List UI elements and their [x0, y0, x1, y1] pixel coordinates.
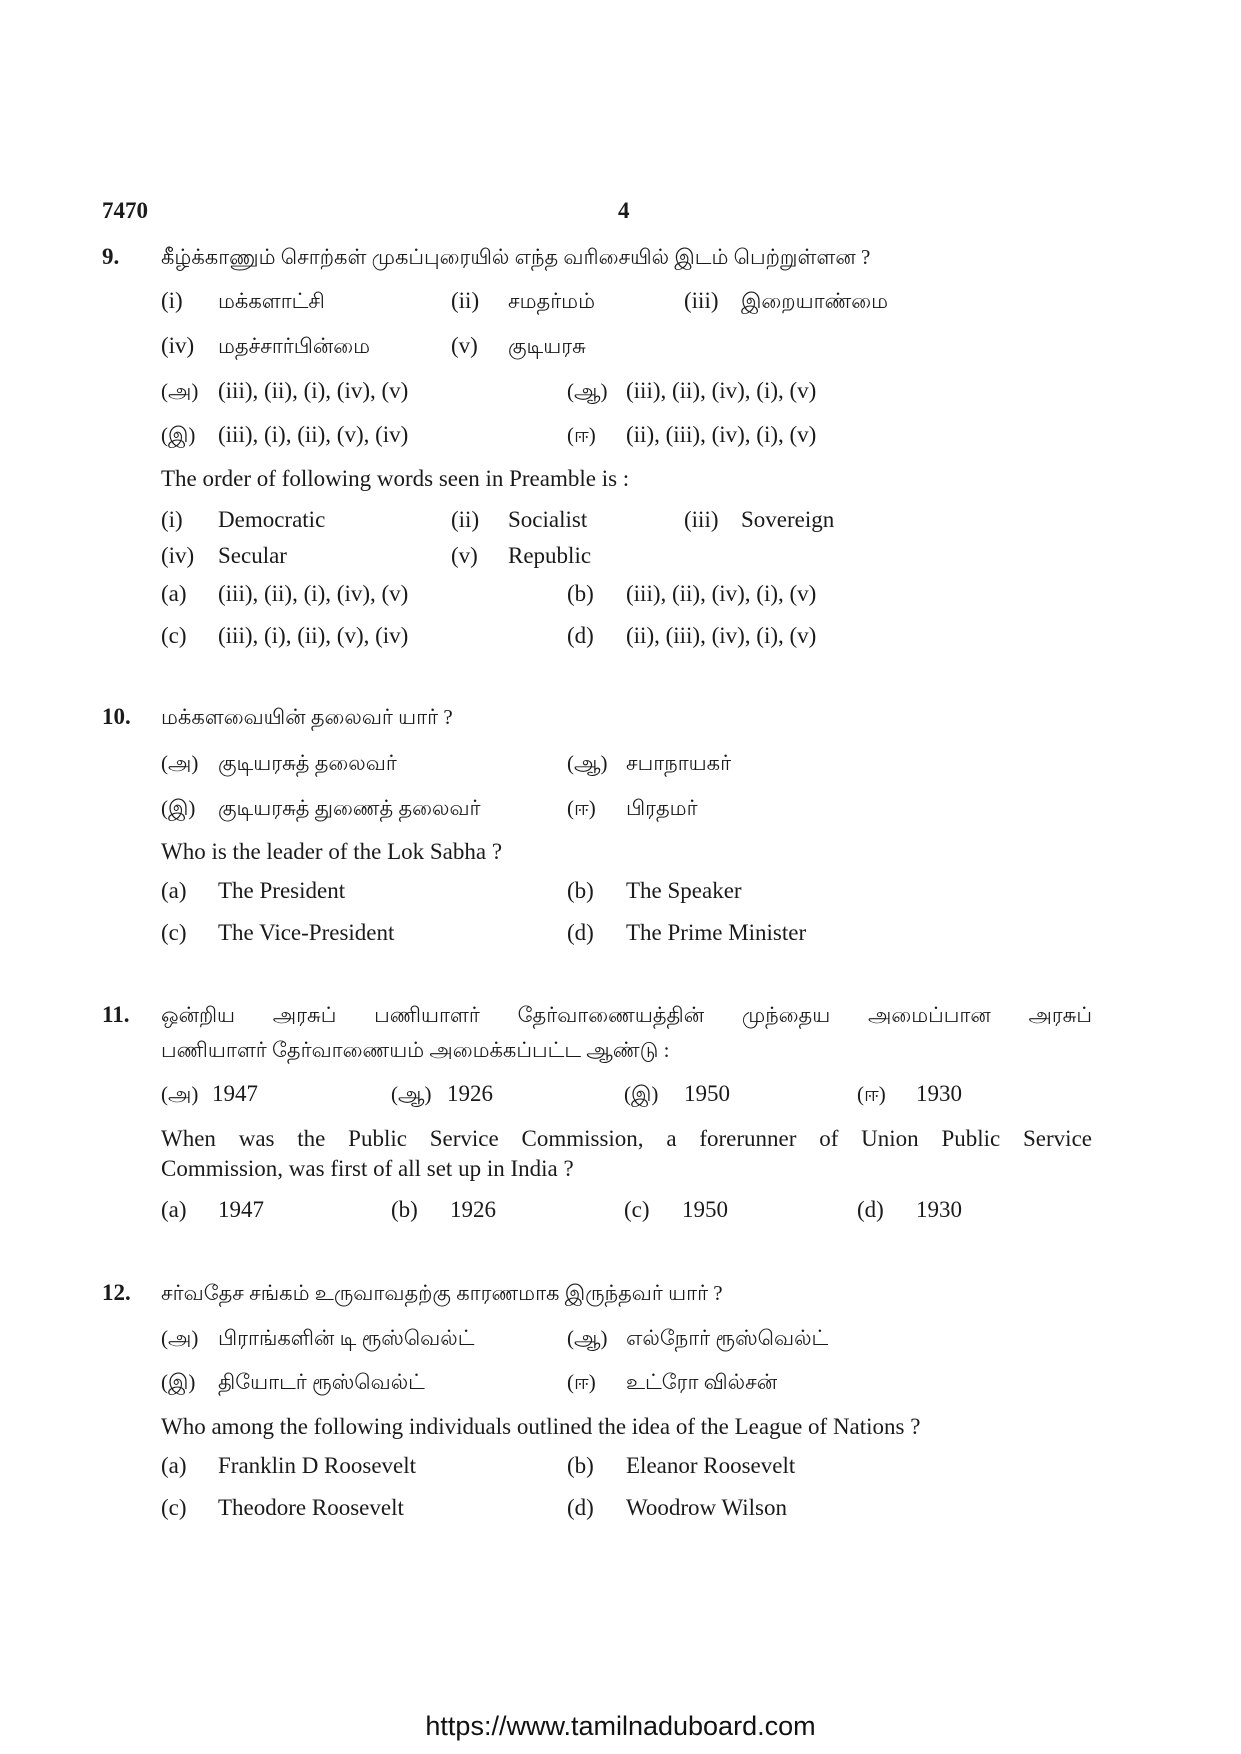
term-text: மக்களாட்சி	[218, 289, 325, 313]
option-text: (iii), (i), (ii), (v), (iv)	[218, 422, 409, 447]
question-number: 11.	[102, 1002, 130, 1027]
english-question: Who is the leader of the Lok Sabha ?	[161, 839, 503, 864]
option-text: Franklin D Roosevelt	[218, 1453, 417, 1478]
option-text: 1930	[916, 1081, 962, 1106]
option-label: (அ)	[161, 751, 199, 775]
term-text: Secular	[218, 543, 287, 568]
option-label: (b)	[567, 1453, 594, 1478]
term-label: (ii)	[451, 507, 480, 532]
option-label: (இ)	[161, 796, 196, 820]
option-text: (iii), (ii), (iv), (i), (v)	[626, 378, 817, 403]
tamil-question: கீழ்க்காணும் சொற்கள் முகப்புரையில் எந்த வரிசையில் இடம் பெற்றுள்ளன ?	[161, 245, 871, 269]
option-text: (ii), (iii), (iv), (i), (v)	[626, 422, 817, 447]
option-label: (d)	[567, 623, 594, 648]
option-label: (ஆ)	[391, 1082, 432, 1106]
option-text: The Speaker	[626, 878, 742, 903]
option-label: (ஈ)	[857, 1082, 886, 1106]
term-text: இறையாண்மை	[741, 289, 889, 313]
term-text: Democratic	[218, 507, 326, 532]
option-text: பிரதமர்	[626, 796, 698, 820]
option-text: தியோடர் ரூஸ்வெல்ட்	[218, 1370, 425, 1394]
english-question-line: Commission, was first of all set up in India ?	[161, 1156, 574, 1181]
option-text: பிராங்களின் டி ரூஸ்வெல்ட்	[218, 1326, 475, 1350]
option-label: (அ)	[161, 1082, 199, 1106]
option-label: (இ)	[161, 423, 196, 447]
option-label: (b)	[567, 581, 594, 606]
term-text: Sovereign	[741, 507, 835, 532]
option-text: 1930	[916, 1197, 962, 1222]
option-text: (iii), (i), (ii), (v), (iv)	[218, 623, 409, 648]
question-number: 9.	[102, 244, 120, 269]
option-text: 1947	[212, 1081, 258, 1106]
option-text: Eleanor Roosevelt	[626, 1453, 796, 1478]
english-question: Who among the following individuals outlined the idea of the League of Nations ?	[161, 1414, 921, 1439]
option-text: குடியரசுத் துணைத் தலைவர்	[218, 796, 481, 820]
term-text: குடியரசு	[508, 334, 586, 358]
option-label: (ஈ)	[567, 1370, 596, 1394]
option-text: Theodore Roosevelt	[218, 1495, 404, 1520]
option-text: The President	[218, 878, 346, 903]
option-label: (c)	[161, 920, 187, 945]
term-label: (i)	[161, 507, 183, 532]
option-label: (b)	[567, 878, 594, 903]
option-label: (ஆ)	[567, 1326, 608, 1350]
option-label: (d)	[567, 1495, 594, 1520]
term-label: (iv)	[161, 543, 195, 568]
option-text: 1947	[218, 1197, 264, 1222]
term-text: Republic	[508, 543, 592, 568]
question-number: 10.	[102, 704, 131, 729]
term-label: (iv)	[161, 333, 195, 358]
option-text: (iii), (ii), (iv), (i), (v)	[626, 581, 817, 606]
english-question-line: When was the Public Service Commission, a forerunner of Union Public Service	[161, 1126, 1092, 1151]
option-text: சபாநாயகர்	[626, 751, 732, 775]
option-text: Woodrow Wilson	[626, 1495, 787, 1520]
option-label: (அ)	[161, 379, 199, 403]
option-label: (c)	[161, 1495, 187, 1520]
option-label: (இ)	[161, 1370, 196, 1394]
option-label: (a)	[161, 1453, 187, 1478]
option-label: (a)	[161, 581, 187, 606]
option-text: 1926	[450, 1197, 496, 1222]
option-text: The Vice-President	[218, 920, 395, 945]
option-label: (இ)	[624, 1082, 659, 1106]
page-number: 4	[618, 198, 630, 223]
option-label: (ஆ)	[567, 751, 608, 775]
option-label: (d)	[567, 920, 594, 945]
tamil-question-line: பணியாளர் தேர்வாணையம் அமைக்கப்பட்ட ஆண்டு :	[161, 1038, 670, 1062]
term-label: (v)	[451, 543, 478, 568]
option-label: (b)	[391, 1197, 418, 1222]
term-label: (iii)	[684, 507, 719, 532]
option-text: (iii), (ii), (i), (iv), (v)	[218, 581, 409, 606]
term-label: (v)	[451, 333, 478, 358]
option-label: (a)	[161, 1197, 187, 1222]
term-text: சமதர்மம்	[508, 289, 595, 313]
option-text: உட்ரோ வில்சன்	[626, 1370, 778, 1394]
term-text: Socialist	[508, 507, 588, 532]
option-text: (iii), (ii), (i), (iv), (v)	[218, 378, 409, 403]
question-number: 12.	[102, 1280, 131, 1305]
tamil-question-line: ஒன்றிய அரசுப் பணியாளர் தேர்வாணையத்தின் முந்தைய அமைப்பான அரசுப்	[161, 1003, 1092, 1027]
option-text: 1950	[684, 1081, 730, 1106]
tamil-question: மக்களவையின் தலைவர் யார் ?	[161, 705, 453, 729]
term-label: (iii)	[684, 288, 719, 313]
option-text: 1950	[682, 1197, 728, 1222]
option-label: (ஆ)	[567, 379, 608, 403]
option-label: (ஈ)	[567, 796, 596, 820]
option-text: (ii), (iii), (iv), (i), (v)	[626, 623, 817, 648]
option-label: (ஈ)	[567, 423, 596, 447]
option-label: (c)	[624, 1197, 650, 1222]
option-text: 1926	[447, 1081, 493, 1106]
option-label: (a)	[161, 878, 187, 903]
option-text: எல்நோர் ரூஸ்வெல்ட்	[626, 1326, 829, 1350]
footer-url: https://www.tamilnaduboard.com	[425, 1711, 816, 1741]
option-text: The Prime Minister	[626, 920, 807, 945]
option-label: (c)	[161, 623, 187, 648]
option-label: (d)	[857, 1197, 884, 1222]
term-label: (i)	[161, 288, 183, 313]
english-question: The order of following words seen in Preamble is :	[161, 466, 630, 491]
term-label: (ii)	[451, 288, 480, 313]
tamil-question: சர்வதேச சங்கம் உருவாவதற்கு காரணமாக இருந்தவர் யார் ?	[161, 1281, 723, 1305]
option-label: (அ)	[161, 1326, 199, 1350]
paper-code: 7470	[102, 198, 148, 223]
option-text: குடியரசுத் தலைவர்	[218, 751, 397, 775]
term-text: மதச்சார்பின்மை	[218, 334, 371, 358]
